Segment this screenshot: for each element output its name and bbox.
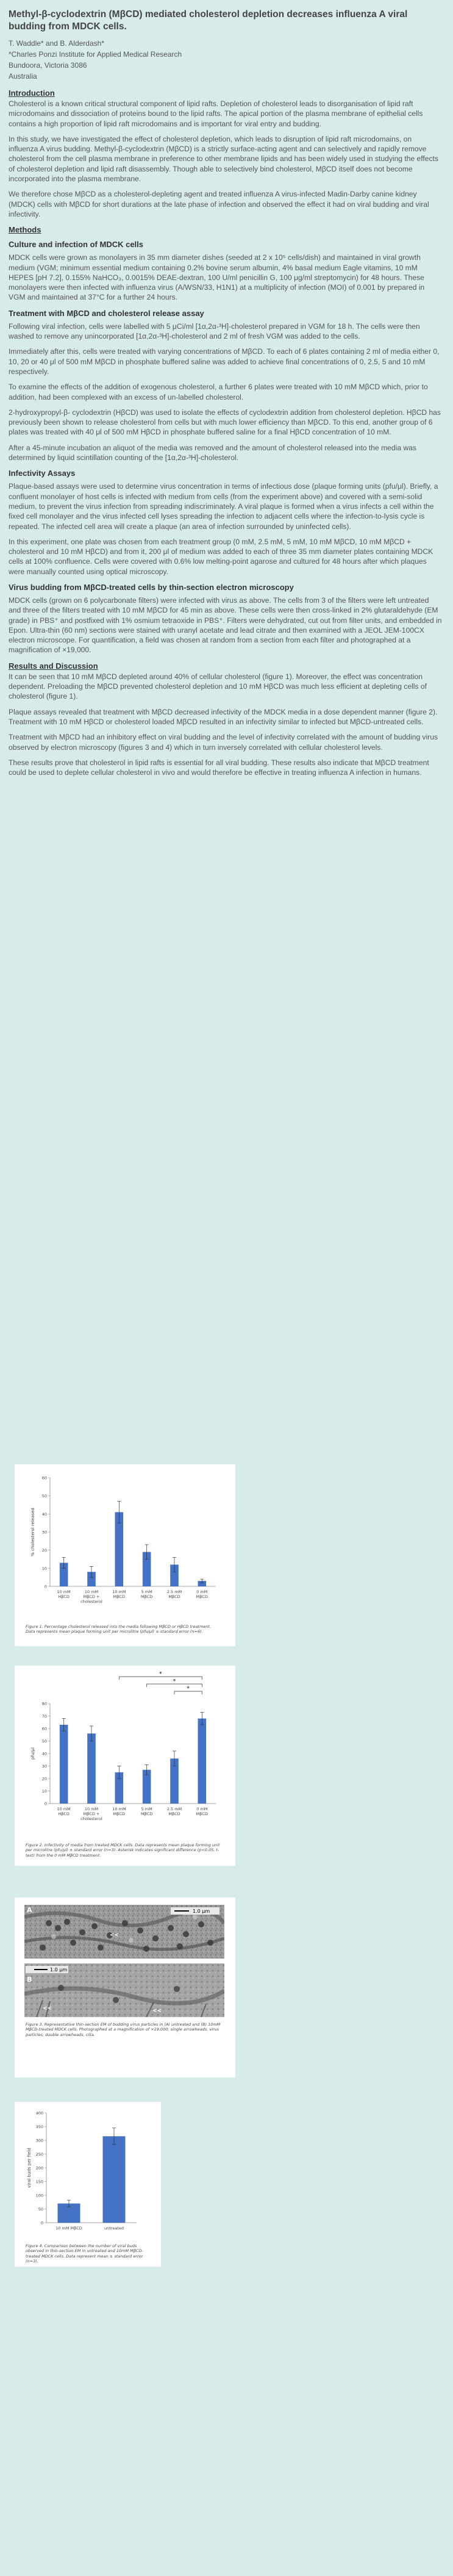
fig1-x-tick-label: MβCD + — [83, 1594, 100, 1599]
scale-bar-b: 1.0 μm — [50, 1967, 68, 1973]
fig1-x-tick-label: MβCD — [196, 1594, 208, 1599]
affiliation: *Charles Ponzi Institute for Applied Medical Research — [9, 50, 182, 59]
fig1-x-tick-label: 10 mM — [57, 1589, 71, 1594]
figure-4-chart — [15, 2102, 161, 2241]
fig1-x-tick-label: 5 mM — [141, 1589, 152, 1594]
fig1-x-tick-label: 0 mM — [196, 1589, 208, 1594]
fig4-y-tick-label: 400 — [35, 2110, 43, 2116]
fig2-y-tick-label: 10 — [41, 1789, 47, 1794]
results-paragraph: Treatment with MβCD had an inhibitory effect on viral budding and the level of infectivity correlated with the amount of budding virus observed by electron microscopy (figures 3 and 4) which in turn inversely correlated with cellular cholesterol levels. — [9, 733, 438, 752]
methods-paragraph: After a 45-minute incubation an aliquot of the media was removed and the amount of cholesterol released into the media was determined by liquid scintillation counting of the [1α,2α-³H]-cholesterol. — [9, 443, 416, 462]
figure-2-caption: Figure 2. Infectivity of media from treated MDCK cells. Data represents mean plaque forming unit per microlitre (pfu/μl) ± standard error (n=3). Asterisk indicates significant difference (p<0.05, t-test) from the 0 mM MβCD treatment. — [26, 1843, 220, 1858]
fig1-x-tick-label: cholesterol — [80, 1599, 102, 1604]
fig4-x-tick-label: 10 mM MβCD — [55, 2226, 82, 2231]
em-panel-a — [24, 1905, 224, 1959]
arrowhead-a: << — [110, 1932, 119, 1938]
infectivity-heading: Infectivity Assays — [9, 469, 76, 478]
article — [9, 9, 443, 783]
fig2-bar — [198, 1719, 207, 1804]
fig4-x-tick-label: untreated — [104, 2226, 124, 2231]
fig2-x-tick-label: 5 mM — [141, 1807, 152, 1811]
fig2-bar — [60, 1725, 68, 1804]
fig2-x-tick-label: MβCD — [196, 1811, 208, 1816]
figure-1-caption: Figure 1. Percentage cholesterol released into the media following MβCD or HβCD treatment. Data represents mean plaque forming unit per microlitre (pfu/μl) ± standard error (n=6). — [26, 1624, 212, 1635]
fig1-y-tick-label: 30 — [41, 1530, 47, 1535]
figure-1-chart — [15, 1464, 235, 1622]
fig2-significance-marker: * — [173, 1678, 176, 1685]
fig1-y-tick-label: 60 — [41, 1475, 47, 1481]
fig1-x-tick-label: 2.5 mM — [166, 1589, 182, 1594]
figure-4 — [15, 2102, 161, 2267]
fig2-x-tick-label: 10 mM — [57, 1807, 71, 1811]
budding-heading: Virus budding from MβCD-treated cells by thin-section electron microscopy — [9, 582, 294, 592]
fig2-y-tick-label: 30 — [41, 1764, 47, 1769]
fig2-x-tick-label: MβCD — [168, 1811, 180, 1816]
fig1-bar — [115, 1512, 124, 1586]
fig4-y-tick-label: 350 — [35, 2124, 43, 2129]
methods-paragraph: MDCK cells (grown on 6 polycarbonate filters) were infected with virus as above. The cells from 3 of the filters were left untreated and three of the filters treated with 10 mM MβCD for 45 min as above. These cells were then cross-linked in 2% glutaraldehyde (EM grade) in PBS⁺ and postfixed with 1% osmium tetraoxide in PBS⁺. Filters were dehydrated, cut out from filter units, and embedded in Epon. Ultra-thin (60 nm) sections were stained with uranyl acetate and lead citrate and then examined with a JEOL JEM-100CX electron microscope. For quantification, a field was chosen at random from a section from each filter and photographed at a magnification of ×19,000. — [9, 595, 442, 655]
results-paragraph: It can be seen that 10 mM MβCD depleted around 40% of cellular cholesterol (figure 1). Moreover, the effect was concentration dependent. Preloading the MβCD prevented cholesterol depletion and 10 mM HβCD was much less efficient at depleting cells of cholesterol (figure 1). — [9, 672, 427, 701]
figure-3-caption: Figure 3. Representative thin-section EM of budding virus particles in (A) untreated and (B) 10mM MβCD-treated MDCK cells. Photographed at a magnification of ×19,000; single arrowheads, virus particles; double arrowheads, cilia. — [26, 2022, 221, 2037]
fig4-y-tick-label: 250 — [35, 2152, 43, 2157]
fig2-y-axis-label: pfu/μl — [30, 1747, 35, 1760]
culture-heading: Culture and infection of MDCK cells — [9, 240, 144, 250]
country: Australia — [9, 72, 37, 81]
fig2-y-tick-label: 60 — [41, 1726, 47, 1732]
fig1-y-axis-label: % cholesterol released — [30, 1508, 35, 1556]
fig2-x-tick-label: MβCD + — [83, 1811, 100, 1816]
fig2-x-tick-label: HβCD — [58, 1811, 70, 1816]
intro-paragraph: Cholesterol is a known critical structural component of lipid rafts. Depletion of cholesterol leads to disorganisation of lipid raft microdomains and dissociation of proteins bound to the lipid rafts. The apical portion of the plasma membrane of epithelial cells contains a high proportion of lipid raft microdomains and is important for viral entry and budding. — [9, 99, 423, 128]
methods-paragraph: To examine the effects of the addition of exogenous cholesterol, a further 6 plates were treated with 10 mM MβCD which, prior to addition, had been complexed with an excess of un-labelled cholesterol. — [9, 383, 428, 401]
intro-paragraph: We therefore chose MβCD as a cholesterol-depleting agent and treated influenza A virus-infected Madin-Darby canine kidney (MDCK) cells with MβCD for short durations at the late phase of infection and observed the effect it had on viral budding and viral infectivity. — [9, 190, 429, 218]
fig2-x-tick-label: MβCD — [113, 1811, 125, 1816]
fig4-y-axis-label: viral buds per field — [27, 2148, 32, 2188]
fig4-y-tick-label: 200 — [35, 2165, 43, 2171]
scale-bar-a: 1.0 μm — [193, 1909, 210, 1914]
fig4-y-tick-label: 100 — [35, 2193, 43, 2198]
fig2-x-tick-label: 10 mM — [84, 1807, 99, 1811]
fig1-x-tick-label: 10 mM — [84, 1589, 99, 1594]
fig4-y-tick-label: 0 — [40, 2220, 43, 2226]
fig1-y-tick-label: 10 — [41, 1566, 47, 1571]
figure-2-chart — [15, 1666, 235, 1841]
fig2-significance-marker: * — [187, 1686, 190, 1692]
figure-2 — [15, 1666, 235, 1866]
fig2-y-tick-label: 20 — [41, 1776, 47, 1782]
authors: T. Waddle* and B. Alderdash* — [9, 39, 104, 48]
fig2-x-tick-label: 10 mM — [112, 1807, 126, 1811]
intro-paragraph: In this study, we have investigated the effect of cholesterol depletion, which leads to disruption of lipid raft microdomains, on influenza A virus budding. Methyl-β-cyclodextrin (MβCD) is a strictly surface-acting agent and can selectively and rapidly remove cholesterol from the cell plasma membrane in preference to other membrane lipids and has been widely used in studying the effects of cholesterol depletion and lipid raft disassembly. Though able to selectively bind cholesterol, MβCD itself does not become incorporated into the plasma membrane. — [9, 134, 438, 184]
panel-label-a: A — [27, 1906, 32, 1914]
fig1-y-tick-label: 50 — [41, 1494, 47, 1499]
em-micrograph-b — [24, 1963, 224, 2017]
address: Bundoora, Victoria 3086 — [9, 61, 87, 70]
results-paragraph: Plaque assays revealed that treatment with MβCD decreased infectivity of the MDCK media in a dose dependent manner (figure 2). Treatment with 10 mM HβCD or cholesterol loaded MβCD resulted in an infectivity similar to infected but MβCD-untreated cells. — [9, 707, 438, 726]
methods-paragraph: Following viral infection, cells were labelled with 5 μCi/ml [1α,2α-³H]-cholesterol prepared in VGM for 18 h. The cells were then washed to remove any unincorporated [1α,2α-³H]-cholesterol and 2 ml of fresh VGM was added to the cells. — [9, 322, 420, 341]
fig1-y-tick-label: 40 — [41, 1511, 47, 1517]
methods-paragraph: MDCK cells were grown as monolayers in 35 mm diameter dishes (seeded at 2 x 10⁵ cells/dish) and maintained in viral growth medium (VGM; minimum essential medium containing 0.2% bovine serum albumin, 4% basal medium Eagle vitamins, 10 mM HEPES [pH 7.2], 0.155% NaHCO₃, 0.0015% DEAE-dextran, 100 U/ml penicillin G, 100 μg/ml streptomycin) for 48 hours. These monolayers were then infected with influenza virus (A/WSN/33, H1N1) at a multiplicity of infection (MOI) of 0.001 by prepared in VGM and maintained at 37°C for a further 24 hours. — [9, 253, 425, 302]
methods-paragraph: In this experiment, one plate was chosen from each treatment group (0 mM, 2.5 mM, 5 mM, 10 mM MβCD, 10 mM MβCD + cholesterol and 10 mM HβCD) and from it, 200 μl of medium was added to each of three 35 mm diameter plates containing MDCK cells at 100% confluence. Cells were covered with 0.6% low melting-point agarose and cultured for 48 hours after which plaques were manually counted using optical microscopy. — [9, 537, 433, 576]
paper-title: Methyl-β-cyclodextrin (MβCD) mediated cholesterol depletion decreases influenza A viral budding from MDCK cells. — [9, 9, 408, 32]
figure-3 — [15, 1898, 235, 2078]
arrowhead-b1: << — [43, 2006, 52, 2012]
treatment-heading: Treatment with MβCD and cholesterol release assay — [9, 308, 204, 318]
fig2-x-tick-label: 2.5 mM — [166, 1807, 182, 1811]
fig1-x-tick-label: 10 mM — [112, 1589, 126, 1594]
fig1-x-tick-label: MβCD — [141, 1594, 153, 1599]
fig4-bar — [103, 2136, 126, 2223]
methods-paragraph: 2-hydroxypropyl-β- cyclodextrin (HβCD) was used to isolate the effects of cyclodextrin addition from cholesterol depletion. HβCD has previously been shown to release cholesterol from cells but with much lower efficiency than MβCD. To this end, another group of 6 plates was treated with 40 μl of 500 mM HβCD in phosphate buffered saline for a final HβCD concentration of 10 mM. — [9, 408, 441, 437]
fig2-y-tick-label: 50 — [41, 1739, 47, 1744]
fig2-x-tick-label: cholesterol — [80, 1816, 102, 1821]
fig1-y-tick-label: 20 — [41, 1548, 47, 1553]
fig1-y-tick-label: 0 — [44, 1584, 47, 1589]
em-panel-b — [24, 1963, 224, 2017]
results-heading: Results and Discussion — [9, 661, 98, 671]
fig2-y-tick-label: 0 — [44, 1801, 47, 1807]
fig2-y-tick-label: 80 — [41, 1701, 47, 1707]
fig2-x-tick-label: MβCD — [141, 1811, 153, 1816]
figure-1 — [15, 1464, 235, 1646]
em-micrograph-a — [24, 1905, 224, 1959]
fig4-y-tick-label: 300 — [35, 2138, 43, 2143]
fig2-significance-marker: * — [159, 1671, 162, 1677]
introduction-heading: Introduction — [9, 88, 55, 98]
fig2-bar — [87, 1733, 96, 1804]
fig2-x-tick-label: 0 mM — [196, 1807, 208, 1811]
fig1-x-tick-label: MβCD — [168, 1594, 180, 1599]
results-paragraph: These results prove that cholesterol in lipid rafts is essential for all viral budding. These results also indicate that MβCD treatment could be used to deplete cellular cholesterol in vivo and would therefore be effective in treating influenza A infection in humans. — [9, 758, 429, 777]
fig1-x-tick-label: MβCD — [113, 1594, 125, 1599]
fig2-y-tick-label: 70 — [41, 1714, 47, 1719]
methods-paragraph: Plaque-based assays were used to determine virus concentration in terms of infectious dose (plaque forming units (pfu/μl). Briefly, a confluent monolayer of host cells is infected with medium from cells (from the experiment above) and covered with a semi-solid medium, to prevent the virus infection from spreading indiscriminately. A viral plaque is formed when a virus infects a cell within the fixed cell monolayer and the virus infected cell lyses spreading the infection to adjacent cells where the infection-to-lysis cycle is repeated. The infected cell area will create a plaque (an area of infection surrounded by uninfected cells). — [9, 482, 438, 531]
arrowhead-b2: << — [152, 2008, 162, 2014]
fig4-y-tick-label: 50 — [38, 2207, 43, 2212]
fig1-x-tick-label: HβCD — [58, 1594, 70, 1599]
panel-label-b: B — [27, 1976, 32, 1984]
methods-paragraph: Immediately after this, cells were treated with varying concentrations of MβCD. To each of 6 plates containing 2 ml of media either 0, 10, 20 or 40 μl of 500 mM MβCD in phosphate buffered saline was added to achieve final concentrations of 0, 2.5, 5 and 10 mM respectively. — [9, 347, 440, 376]
methods-heading: Methods — [9, 225, 41, 235]
figure-4-caption: Figure 4. Comparison between the number of viral buds observed in thin-section EM in untreated and 10mM MβCD-treated MDCK cells. Data represent mean ± standard error (n=3). — [26, 2243, 143, 2264]
fig4-y-tick-label: 150 — [35, 2179, 43, 2184]
fig2-y-tick-label: 40 — [41, 1751, 47, 1757]
